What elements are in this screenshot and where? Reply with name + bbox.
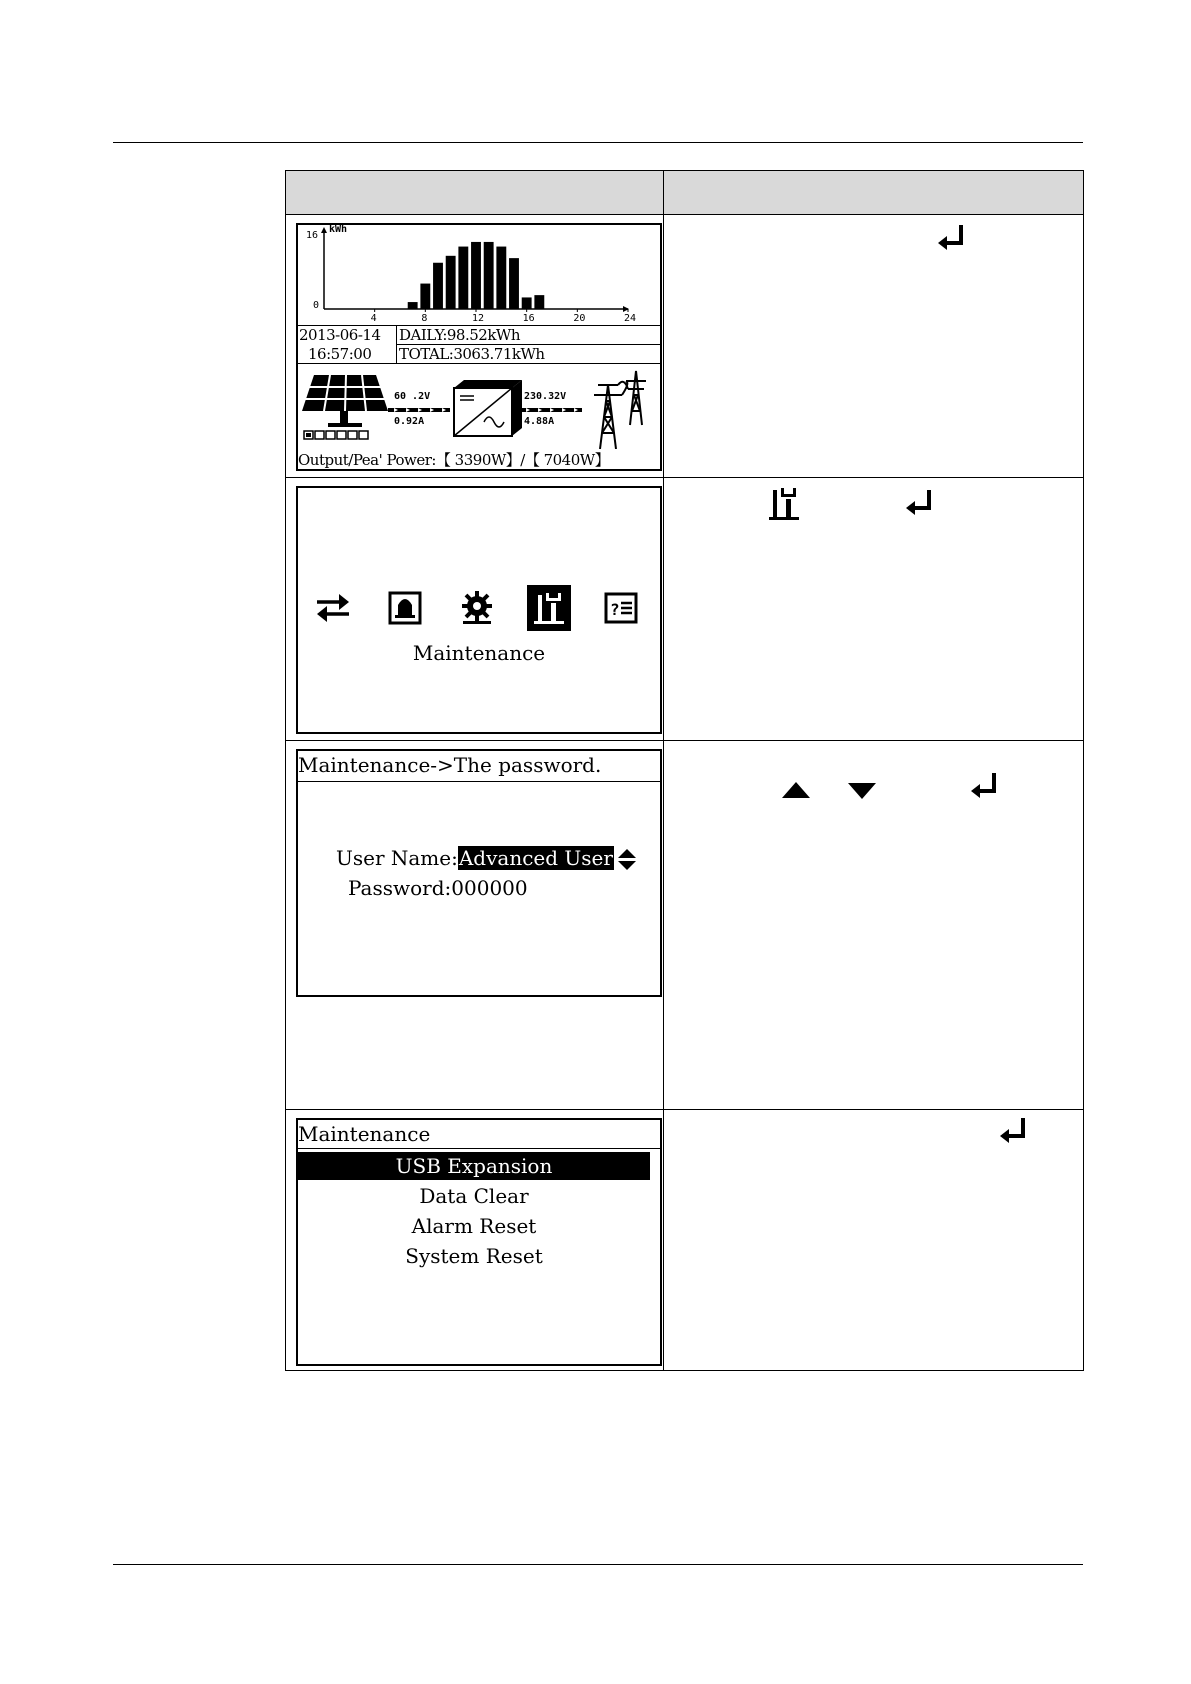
dc-current: 0.92A <box>394 416 425 427</box>
enter-key-icon <box>969 771 999 801</box>
table-row <box>286 478 1084 741</box>
energy-chart <box>298 225 660 325</box>
lcd-maintenance-menu <box>296 1118 662 1366</box>
grid-tower-icon <box>580 365 660 449</box>
ac-current: 4.88A <box>524 416 555 427</box>
header-cell-description <box>664 171 1084 215</box>
chart-bar <box>446 256 456 309</box>
lcd-menu-screen <box>296 486 662 734</box>
password-row <box>348 876 528 900</box>
dc-flow-arrows <box>388 406 450 414</box>
svg-text:?: ? <box>610 600 620 619</box>
chart-bar <box>496 247 506 309</box>
description-cell <box>664 1110 1084 1371</box>
menu-item-data-clear[interactable]: Data Clear <box>419 1184 529 1208</box>
description-cell <box>664 478 1084 741</box>
ac-flow-arrows <box>520 406 582 414</box>
dc-voltage: 60 .2V <box>394 391 431 402</box>
settings-icon <box>455 585 499 631</box>
screen-title: Maintenance->The password. <box>298 753 602 777</box>
up-down-arrows-icon[interactable] <box>617 848 637 872</box>
x-tick-label: 12 <box>472 313 485 324</box>
x-tick-label: 20 <box>573 313 586 324</box>
table-row <box>286 1110 1084 1371</box>
enter-key-icon <box>998 1116 1028 1146</box>
chart-bar <box>420 284 430 309</box>
chart-bar <box>522 297 532 309</box>
procedure-table <box>285 170 1084 1371</box>
description-cell <box>664 741 1084 1110</box>
header-rule <box>113 142 1083 143</box>
solar-panel-icon <box>300 371 390 449</box>
screen-cell <box>286 478 664 741</box>
enter-key-icon <box>904 488 934 518</box>
user-name-row <box>336 846 614 870</box>
menu-item-alarm-reset[interactable]: Alarm Reset <box>411 1214 537 1238</box>
chart-bar <box>458 247 468 309</box>
chart-bar <box>484 242 494 309</box>
enter-key-icon <box>936 223 966 253</box>
about-icon <box>599 585 643 631</box>
title-underline <box>298 781 660 782</box>
user-name-value[interactable]: Advanced User <box>458 846 613 870</box>
screen-cell <box>286 215 664 478</box>
maintenance-icon[interactable] <box>527 585 571 631</box>
password-value[interactable]: 000000 <box>451 876 528 900</box>
chart-bar <box>471 242 481 309</box>
table-row <box>286 741 1084 1110</box>
header-cell-screen <box>286 171 664 215</box>
ac-voltage: 230.32V <box>524 391 567 402</box>
chart-bar <box>534 295 544 309</box>
alarm-icon <box>383 585 427 631</box>
menu-caption: Maintenance <box>412 641 546 665</box>
x-tick-label: 16 <box>522 313 535 324</box>
time-text: 16:57:00 <box>308 345 372 363</box>
chart-bar <box>408 302 418 309</box>
chart-bar <box>433 263 443 309</box>
power-readout: Output/Pea' Power:【 3390W】/【 7040W】 <box>298 451 610 469</box>
menu-item-system-reset[interactable]: System Reset <box>405 1244 543 1268</box>
up-arrow-icon <box>781 781 811 801</box>
divider <box>298 363 660 364</box>
daily-energy: DAILY:98.52kWh <box>399 326 520 344</box>
x-tick-label: 8 <box>421 313 428 324</box>
x-tick-label: 4 <box>370 313 377 324</box>
down-arrow-icon <box>847 781 877 801</box>
total-energy: TOTAL:3063.71kWh <box>399 345 545 363</box>
lcd-main-screen <box>296 223 662 471</box>
description-cell <box>664 215 1084 478</box>
date-text: 2013-06-14 <box>299 326 381 344</box>
maintenance-icon <box>767 486 801 522</box>
y-axis-label: kWh <box>329 224 348 235</box>
screen-cell <box>286 741 664 1110</box>
table-row <box>286 215 1084 478</box>
table-header-row <box>286 171 1084 215</box>
x-tick-label: 24 <box>624 313 637 324</box>
inverter-icon <box>450 378 522 440</box>
password-label: Password: <box>348 876 452 900</box>
y-axis-arrow <box>321 227 327 233</box>
footer-rule <box>113 1564 1083 1565</box>
lcd-password-screen <box>296 749 662 997</box>
menu-item-usb-expansion[interactable]: USB Expansion <box>298 1152 650 1180</box>
y-tick-max: 16 <box>306 230 319 241</box>
screen-title: Maintenance <box>298 1122 431 1146</box>
transfer-icon <box>311 585 355 631</box>
user-name-label: User Name: <box>336 846 458 870</box>
chart-bar <box>509 258 519 309</box>
screen-cell <box>286 1110 664 1371</box>
title-underline <box>298 1148 660 1149</box>
y-tick-min: 0 <box>313 300 320 311</box>
